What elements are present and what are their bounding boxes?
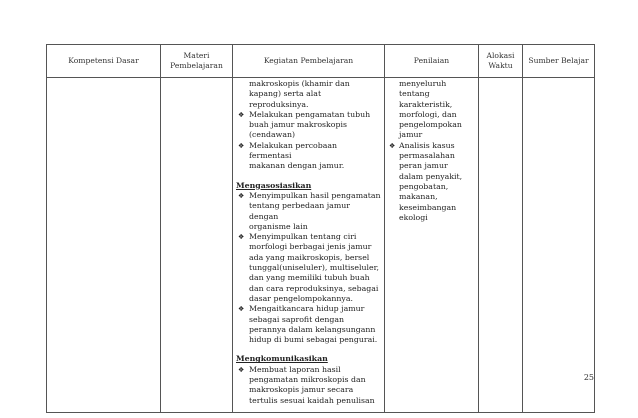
- kompetensi-dasar-cell: [47, 78, 161, 413]
- learning-plan-table: [46, 44, 595, 413]
- list-item-line: morfologi berbagai jenis jamur: [249, 242, 372, 252]
- continued-text-line: morfologi, dan: [399, 109, 457, 119]
- continued-text-line: jamur: [399, 130, 423, 140]
- list-item-line: ekologi: [399, 212, 428, 222]
- continued-text-line: tentang: [399, 89, 430, 99]
- list-item: [236, 232, 381, 304]
- list-item-line: dan cara reproduksinya, sebagai: [249, 283, 379, 293]
- list-item-line: Menyimpulkan tentang ciri: [249, 232, 357, 242]
- kegiatan-pembelajaran-cell: [233, 78, 385, 413]
- header-materi-pembelajaran: Materi Pembelajaran: [161, 45, 233, 78]
- bullet-icon: ❖: [238, 233, 245, 242]
- list-item-line: makanan dengan jamur.: [249, 161, 345, 171]
- list-item-line: makanan,: [399, 192, 438, 202]
- header-alokasi-waktu: Alokasi Waktu: [479, 45, 523, 78]
- bullet-icon: ❖: [238, 191, 245, 200]
- list-item-line: dan yang memiliki tubuh buah: [249, 273, 370, 283]
- bullet-icon: ❖: [238, 110, 245, 119]
- list-item-line: permasalahan: [399, 151, 455, 161]
- list-item: [236, 304, 381, 345]
- continued-text-line: pengelompokan: [399, 120, 462, 130]
- continued-text-line: menyeluruh: [399, 79, 447, 88]
- page-number: 25: [583, 373, 594, 382]
- list-item-line: ada yang maikroskopis, bersel: [249, 252, 370, 262]
- bullet-icon: ❖: [238, 365, 245, 374]
- section-heading: Mengkomunikasikan: [236, 354, 328, 364]
- list-item-line: Melakukan pengamatan tubuh: [249, 109, 371, 119]
- alokasi-waktu-cell: [479, 78, 523, 413]
- list-item-line: organisme lain: [249, 221, 308, 231]
- bullet-list: [236, 365, 381, 406]
- list-item-line: pengobatan,: [399, 181, 449, 191]
- list-item-line: keseimbangan: [399, 202, 457, 212]
- header-sumber-belajar: Sumber Belajar: [523, 45, 595, 78]
- continued-text-line: kapang) serta alat: [249, 89, 322, 99]
- list-item-line: tertulis sesuai kaidah penulisan: [249, 395, 375, 405]
- list-item: [388, 141, 475, 223]
- list-item: [236, 365, 381, 406]
- penilaian-cell: [385, 78, 479, 413]
- list-item-line: tunggal(uniseluler), multiseluler,: [249, 263, 379, 273]
- sumber-belajar-cell: [523, 78, 595, 413]
- bullet-list: [388, 141, 475, 223]
- header-kegiatan-pembelajaran: Kegiatan Pembelajaran: [233, 45, 385, 78]
- header-kompetensi-dasar: Kompetensi Dasar: [47, 45, 161, 78]
- list-item-line: Membuat laporan hasil: [249, 364, 341, 374]
- list-item-line: Menyimpulkan hasil pengamatan: [249, 190, 381, 200]
- table-row: [47, 78, 595, 413]
- list-item-line: dasar pengelompokannya.: [249, 293, 353, 303]
- section-heading: Mengasosiasikan: [236, 180, 312, 190]
- list-item-line: hidup di bumi sebagai pengurai.: [249, 335, 378, 345]
- list-item: [236, 191, 381, 232]
- list-item-line: pengamatan mikroskopis dan: [249, 375, 366, 385]
- list-item-line: sebagai saprofit dengan: [249, 314, 345, 324]
- continued-text-line: karakteristik,: [399, 99, 453, 109]
- list-item-line: Melakukan percobaan fermentasi: [249, 140, 338, 161]
- materi-pembelajaran-cell: [161, 78, 233, 413]
- list-item-line: buah jamur makroskopis: [249, 120, 347, 130]
- list-item: [236, 110, 381, 141]
- table-header-row: [47, 45, 595, 78]
- list-item: [236, 141, 381, 172]
- list-item-line: dalam penyakit,: [399, 171, 463, 181]
- continued-text-line: reproduksinya.: [249, 99, 309, 109]
- list-item-line: (cendawan): [249, 130, 296, 140]
- bullet-list: [236, 191, 381, 345]
- continued-text-line: makroskopis (khamir dan: [249, 79, 350, 88]
- list-item-line: peran jamur: [399, 161, 448, 171]
- header-penilaian: Penilaian: [385, 45, 479, 78]
- list-item-line: Mengaitkancara hidup jamur: [249, 304, 365, 314]
- list-item-line: Analisis kasus: [399, 140, 455, 150]
- list-item-line: tentang perbedaan jamur dengan: [249, 201, 350, 221]
- bullet-icon: ❖: [389, 141, 396, 150]
- bullet-icon: ❖: [238, 141, 245, 150]
- bullet-list: [236, 110, 381, 172]
- list-item-line: makroskopis jamur secara: [249, 385, 354, 395]
- bullet-icon: ❖: [238, 305, 245, 314]
- list-item-line: perannya dalam kelangsungann: [249, 324, 376, 334]
